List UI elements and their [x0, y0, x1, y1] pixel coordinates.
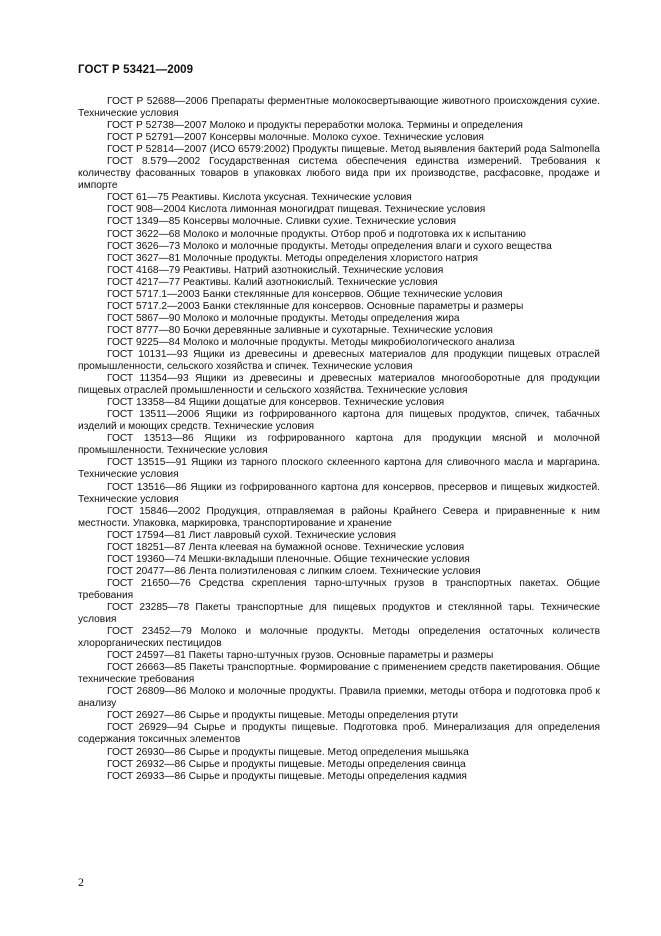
reference-item: ГОСТ 5717.1—2003 Банки стеклянные для консервов. Общие технические условия: [107, 288, 503, 300]
reference-item: ГОСТ 13513—86 Ящики из гофрированного картона для продукции мясной и молочной промышленности. Технические условия: [78, 433, 600, 457]
reference-item: ГОСТ 13358—84 Ящики дощатые для консервов. Технические условия: [107, 397, 445, 409]
reference-item: ГОСТ 8777—80 Бочки деревянные заливные и сухотарные. Технические условия: [107, 324, 493, 336]
reference-item: ГОСТ 4168—79 Реактивы. Натрий азотнокислый. Технические условия: [107, 264, 444, 276]
reference-item: ГОСТ 17594—81 Лист лавровый сухой. Технические условия: [107, 529, 397, 541]
reference-item: ГОСТ 19360—74 Мешки-вкладыши пленочные. Общие технические условия: [107, 553, 470, 565]
reference-item: ГОСТ 18251—87 Лента клеевая на бумажной основе. Технические условия: [107, 541, 465, 553]
reference-item: ГОСТ Р 52814—2007 (ИСО 6579:2002) Продукты пищевые. Метод выявления бактерий рода Salmonella: [107, 144, 600, 156]
reference-item: ГОСТ 26809—86 Молоко и молочные продукты. Правила приемки, методы отбора и подготовка проб к анализу: [78, 686, 600, 710]
reference-item: ГОСТ 61—75 Реактивы. Кислота уксусная. Технические условия: [107, 192, 412, 204]
reference-item: ГОСТ 13516—86 Ящики из гофрированного картона для консервов, пресервов и пищевых жидкостей. Технические условия: [78, 481, 600, 505]
reference-item: ГОСТ 26929—94 Сырье и продукты пищевые. Подготовка проб. Минерализация для определения содержания токсичных элементов: [78, 722, 600, 746]
reference-item: ГОСТ 20477—86 Лента полиэтиленовая с липким слоем. Технические условия: [107, 565, 481, 577]
reference-item: ГОСТ 26933—86 Сырье и продукты пищевые. Методы определения кадмия: [107, 770, 467, 782]
reference-item: ГОСТ Р 52688—2006 Препараты ферментные молокосвертывающие животного происхождения сухие. Технические условия: [78, 96, 600, 120]
reference-item: ГОСТ 26927—86 Сырье и продукты пищевые. Методы определения ртути: [107, 710, 459, 722]
reference-item: ГОСТ 9225—84 Молоко и молочные продукты. Методы микробиологического анализа: [107, 336, 515, 348]
document-header: ГОСТ Р 53421—2009: [78, 64, 194, 76]
reference-item: ГОСТ 26930—86 Сырье и продукты пищевые. Метод определения мышьяка: [107, 746, 469, 758]
reference-item: ГОСТ 3622—68 Молоко и молочные продукты. Отбор проб и подготовка их к испытанию: [107, 228, 526, 240]
reference-item: ГОСТ Р 52738—2007 Молоко и продукты переработки молока. Термины и определения: [107, 120, 523, 132]
reference-item: ГОСТ 3627—81 Молочные продукты. Методы определения хлористого натрия: [107, 252, 479, 264]
reference-item: ГОСТ 1349—85 Консервы молочные. Сливки сухие. Технические условия: [107, 216, 457, 228]
reference-item: ГОСТ 908—2004 Кислота лимонная моногидрат пищевая. Технические условия: [107, 204, 486, 216]
reference-item: ГОСТ Р 52791—2007 Консервы молочные. Молоко сухое. Технические условия: [107, 132, 484, 144]
reference-item: ГОСТ 13515—91 Ящики из тарного плоского склеенного картона для сливочного масла и маргарина. Технические условия: [78, 457, 600, 481]
reference-item: ГОСТ 23452—79 Молоко и молочные продукты. Методы определения остаточных количеств хлорорганических пестицидов: [78, 626, 600, 650]
reference-item: ГОСТ 21650—76 Средства скрепления тарно-штучных грузов в транспортных пакетах. Общие требования: [78, 577, 600, 601]
reference-item: ГОСТ 26663—85 Пакеты транспортные. Формирование с применением средств пакетирования. Общие технические требования: [78, 662, 600, 686]
reference-item: ГОСТ 4217—77 Реактивы. Калий азотнокислый. Технические условия: [107, 276, 438, 288]
reference-item: ГОСТ 26932—86 Сырье и продукты пищевые. Методы определения свинца: [107, 758, 466, 770]
reference-item: ГОСТ 5867—90 Молоко и молочные продукты. Методы определения жира: [107, 312, 460, 324]
reference-item: ГОСТ 24597—81 Пакеты тарно-штучных грузов. Основные параметры и размеры: [107, 650, 494, 662]
normative-references-list: [78, 96, 600, 783]
reference-item: ГОСТ 23285—78 Пакеты транспортные для пищевых продуктов и стеклянной тары. Технические условия: [78, 601, 600, 626]
reference-item: ГОСТ 10131—93 Ящики из древесины и древесных материалов для продукции пищевых отраслей промышленности, сельского хозяйства и спичек. Технические условия: [78, 348, 600, 373]
reference-item: ГОСТ 13511—2006 Ящики из гофрированного картона для пищевых продуктов, спичек, табачных изделий и моющих средств. Технические условия: [78, 409, 600, 433]
reference-item: ГОСТ 11354—93 Ящики из древесины и древесных материалов многооборотные для продукции пищевых отраслей промышленности и сельского хозяйства. Технические условия: [78, 373, 600, 397]
reference-item: ГОСТ 8.579—2002 Государственная система обеспечения единства измерений. Требования к количеству фасованных товаров в упаковках любого вида при их производстве, расфасовке, продаже и импорте: [78, 156, 600, 192]
reference-item: ГОСТ 3626—73 Молоко и молочные продукты. Методы определения влаги и сухого вещества: [107, 240, 552, 252]
page-number: 2: [78, 875, 84, 889]
reference-item: ГОСТ 15846—2002 Продукция, отправляемая в районы Крайнего Севера и приравненные к ним местности. Упаковка, маркировка, транспортирование и хранение: [78, 505, 600, 529]
reference-item: ГОСТ 5717.2—2003 Банки стеклянные для консервов. Основные параметры и размеры: [107, 300, 524, 312]
